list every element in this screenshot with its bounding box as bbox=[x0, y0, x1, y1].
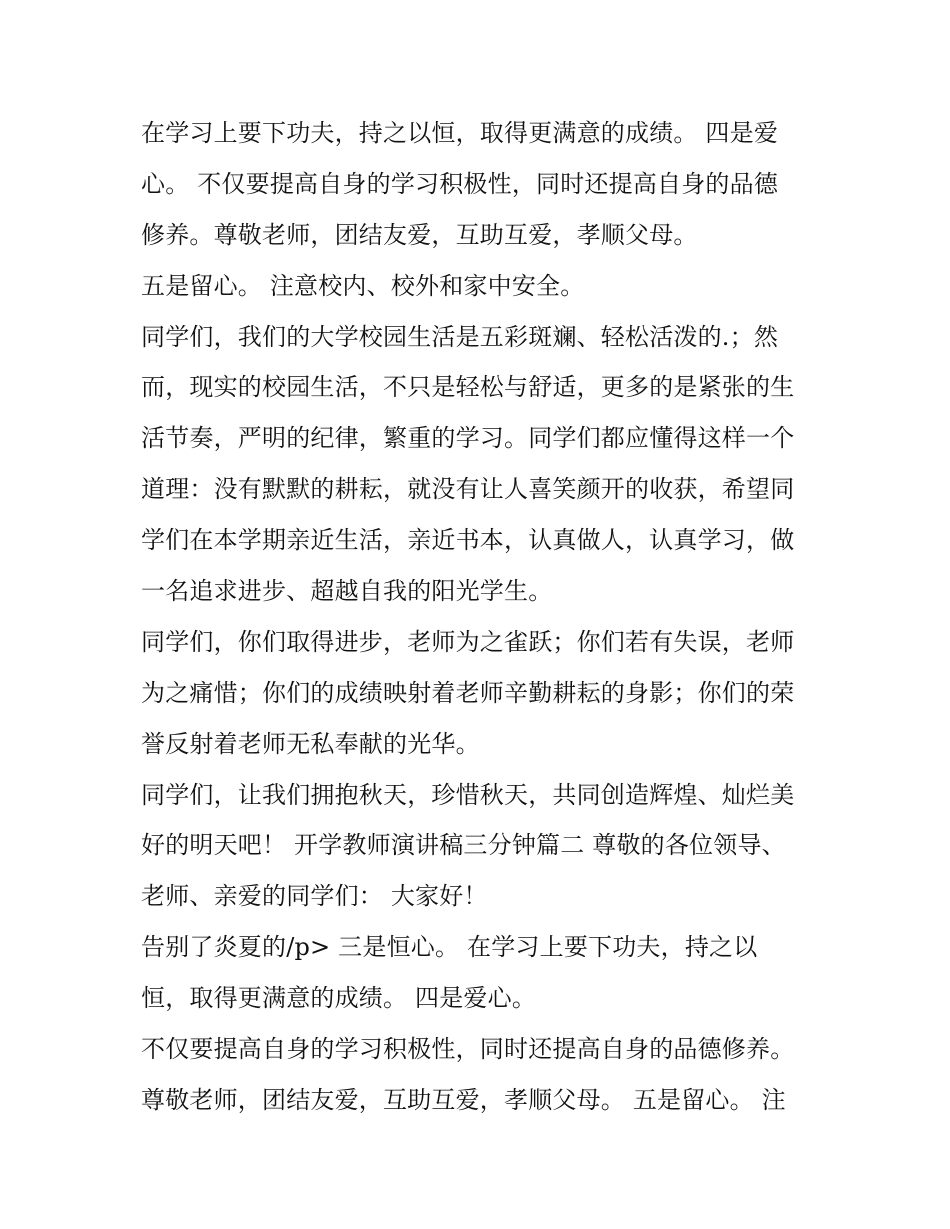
text-line: 一名追求进步、超越自我的阳光学生。 bbox=[141, 577, 553, 606]
text-line: 不仅要提高自身的学习积极性，同时还提高自身的品德修养。 bbox=[141, 1035, 795, 1064]
text-line: 五是留心。 注意校内、校外和家中安全。 bbox=[141, 271, 585, 300]
text-line: 告别了炎夏的/p> 三是恒心。 在学习上要下功夫，持之以 bbox=[141, 933, 758, 962]
text-line: 同学们，我们的大学校园生活是五彩斑斓、轻松活泼的.；然 bbox=[141, 322, 779, 351]
text-line: 学们在本学期亲近生活，亲近书本，认真做人，认真学习，做 bbox=[141, 526, 795, 555]
text-line: 而，现实的校园生活，不只是轻松与舒适，更多的是紧张的生 bbox=[141, 373, 795, 402]
text-line: 活节奏，严明的纪律，繁重的学习。同学们都应懂得这样一个 bbox=[141, 424, 795, 453]
text-line: 同学们，让我们拥抱秋天，珍惜秋天，共同创造辉煌、灿烂美 bbox=[141, 780, 795, 809]
text-line: 修养。尊敬老师，团结友爱，互助互爱，孝顺父母。 bbox=[141, 220, 698, 249]
text-line: 好的明天吧！ 开学教师演讲稿三分钟篇二 尊敬的各位领导、 bbox=[141, 831, 786, 860]
text-line: 誉反射着老师无私奉献的光华。 bbox=[141, 729, 480, 758]
text-line: 老师、亲爱的同学们： 大家好！ bbox=[141, 882, 488, 911]
body-text bbox=[141, 108, 831, 1126]
text-line: 心。 不仅要提高自身的学习积极性，同时还提高自身的品德 bbox=[141, 169, 779, 198]
text-line: 同学们，你们取得进步，老师为之雀跃；你们若有失误，老师 bbox=[141, 627, 795, 656]
text-line: 恒，取得更满意的成绩。 四是爱心。 bbox=[141, 984, 537, 1013]
text-line: 道理：没有默默的耕耘，就没有让人喜笑颜开的收获，希望同 bbox=[141, 475, 795, 504]
text-line: 尊敬老师，团结友爱，互助互爱，孝顺父母。 五是留心。 注 bbox=[141, 1085, 786, 1114]
text-line: 为之痛惜；你们的成绩映射着老师辛勤耕耘的身影；你们的荣 bbox=[141, 678, 795, 707]
text-line: 在学习上要下功夫，持之以恒，取得更满意的成绩。 四是爱 bbox=[141, 119, 779, 147]
